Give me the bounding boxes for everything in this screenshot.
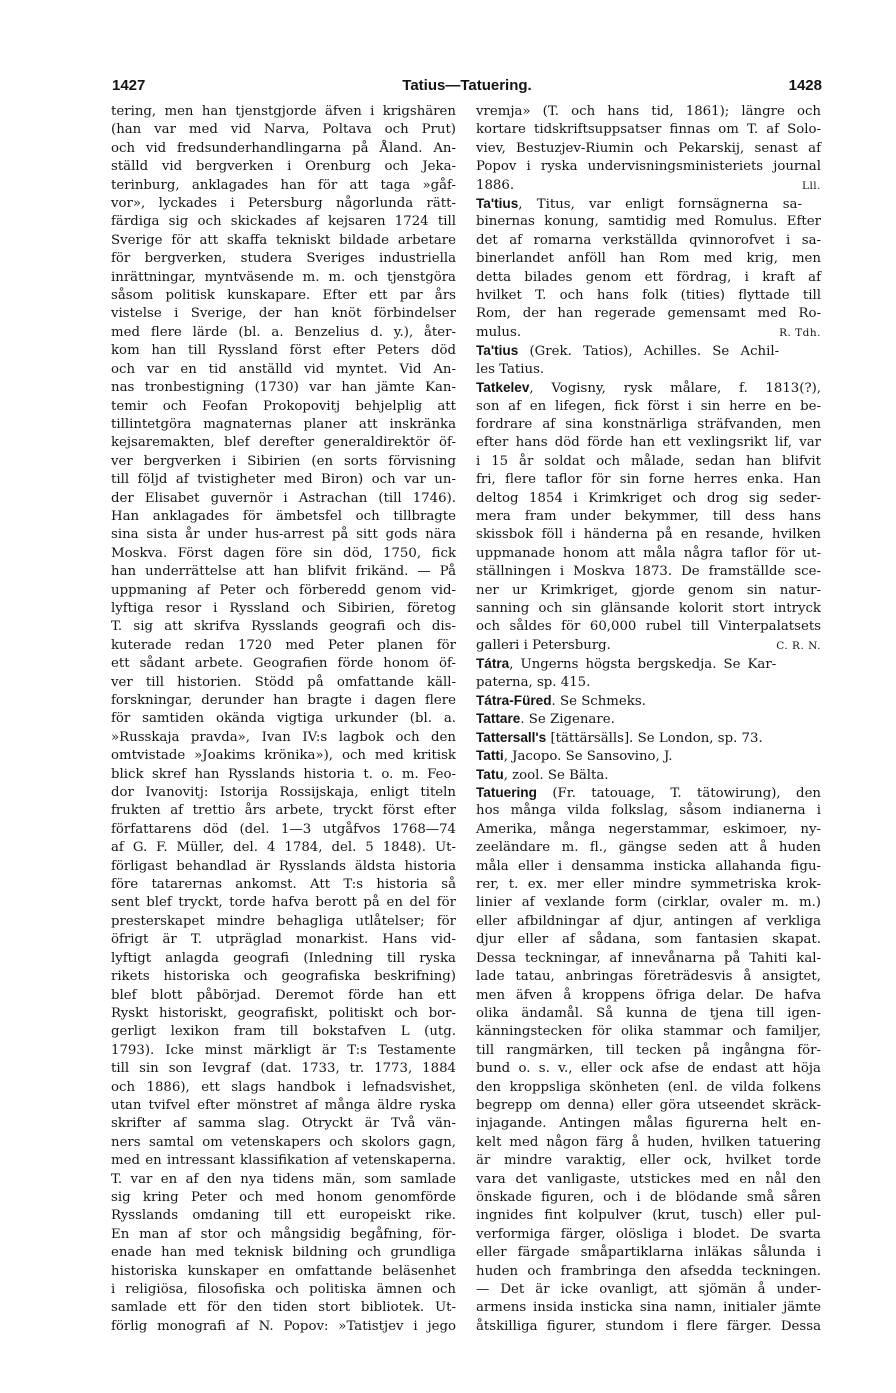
line-text: lyftiga resor i Ryssland och Sibirien, företog — [111, 600, 456, 616]
text-line — [111, 913, 456, 931]
line-text: ingnides fint kolpulver (krut, tusch) eller pul- — [476, 1208, 821, 1224]
line-text: deltog 1854 i Krimkriget och drog sig seder- — [476, 490, 821, 506]
text-line — [111, 453, 456, 471]
line-text: terinburg, anklagades han för att taga »gåf- — [111, 177, 456, 193]
text-line — [476, 471, 821, 489]
text-line — [111, 177, 456, 195]
line-text: T. var en af den nya tidens män, som samlade — [111, 1171, 456, 1187]
text-line — [476, 1171, 821, 1189]
text-line — [476, 324, 821, 342]
entry-headword: Tatu — [476, 766, 504, 782]
text-line — [476, 710, 821, 728]
text-line — [476, 1060, 821, 1078]
text-line — [111, 121, 456, 139]
line-text: tering, men han tjenstgjorde äfven i krigshären — [111, 104, 456, 119]
line-text: blef blott påbörjad. Deremot förde han ett — [111, 987, 456, 1003]
text-line — [476, 1097, 821, 1115]
text-line — [476, 784, 821, 802]
text-line — [111, 545, 456, 563]
line-text: tillintetgöra magnaternas planer att inskränka — [111, 416, 456, 432]
line-text: begrepp om denna) eller göra utseendet skräck- — [476, 1097, 821, 1113]
text-line — [111, 342, 456, 360]
text-line — [111, 1171, 456, 1189]
entry-headword: Tatti — [476, 748, 504, 764]
line-text: paterna, sp. 415. — [476, 674, 591, 690]
right-column — [476, 103, 821, 1336]
line-text: kejsaremakten, blef derefter generaldirektör öf- — [111, 435, 456, 451]
text-line — [476, 802, 821, 820]
text-line — [111, 140, 456, 158]
line-text: ett sådant arbete. Geografien förde honom öf- — [111, 656, 456, 672]
text-line — [111, 1281, 456, 1299]
text-line — [111, 710, 456, 728]
text-line — [476, 1005, 821, 1023]
line-text: lyftigt anlagda geografi (Inledning till ryska — [111, 950, 456, 966]
line-text: och var en tid anställd vid myntet. Vid An- — [111, 361, 456, 377]
line-text: den kroppsliga skönheten (enl. de vilda folkens — [476, 1079, 821, 1095]
text-line — [111, 416, 456, 434]
line-text: utan tvifvel efter mönstret af många äldre ryska — [111, 1097, 456, 1113]
entry-headword: Tattersall's — [476, 729, 547, 745]
text-line — [111, 784, 456, 802]
line-text: kortare tidskriftsuppsatser finnas om T. af Solo- — [476, 122, 821, 138]
text-line — [476, 1079, 821, 1097]
line-text: rikets historiska och geografiska beskrifning) — [111, 969, 456, 985]
text-line — [111, 674, 456, 692]
line-text: Rysslands omdaning till ett europeiskt rike. — [111, 1208, 456, 1224]
line-text: önskade figuren, och i de blödande små såren — [476, 1189, 821, 1205]
line-text: binerlandet anföll han Rom med krig, men — [476, 251, 821, 267]
text-line — [111, 103, 456, 121]
line-text: enade han med teknisk bildning och grundliga — [111, 1245, 456, 1261]
text-line — [476, 600, 821, 618]
line-text: efter hans död förde han ett vexlingsrikt lif, var — [476, 435, 821, 451]
text-line — [476, 821, 821, 839]
text-line — [111, 987, 456, 1005]
line-text: Tátra-Füred. Se Schmeks. — [476, 693, 646, 709]
line-text: sina sista år under hus-arrest på sitt gods nära — [111, 527, 456, 543]
text-line — [111, 287, 456, 305]
line-text: Popov i ryska undervisningsministeriets journal — [476, 159, 821, 175]
text-line — [476, 876, 821, 894]
text-line — [476, 1318, 821, 1336]
line-text: förlig monografi af N. Popov: »Tatistjev i jego — [111, 1318, 456, 1334]
line-text: dor Ivanovitj: Istorija Rossijskaja, enligt titeln — [111, 785, 456, 801]
text-line — [476, 545, 821, 563]
text-line — [476, 987, 821, 1005]
text-line — [476, 361, 821, 379]
line-text: han underrättelse att han blifvit frikänd. — På — [111, 564, 456, 580]
line-text: för bergverken, studera Sveriges industriella — [111, 251, 456, 267]
text-line — [476, 950, 821, 968]
line-text: ställningen i Moskva 1873. De framställde sce- — [476, 564, 821, 580]
text-line — [111, 747, 456, 765]
text-line — [476, 140, 821, 158]
text-line — [111, 250, 456, 268]
line-text: af G. F. Müller, del. 4 1784, del. 5 1848). Ut- — [111, 840, 456, 856]
line-text: men äfven å kroppens öfriga delar. De hafva — [476, 987, 821, 1003]
text-line — [476, 618, 821, 636]
text-line — [476, 894, 821, 912]
text-line — [476, 1115, 821, 1133]
text-line — [476, 526, 821, 544]
text-line — [111, 232, 456, 250]
line-text: före tatarernas ankomst. Att T:s historia så — [111, 877, 456, 893]
line-text: med flere lärde (bl. a. Benzelius d. y.), åter- — [111, 324, 456, 340]
text-line — [476, 1281, 821, 1299]
line-text: sent blef tryckt, torde hafva berott på en del för — [111, 895, 456, 911]
line-text: färdiga sig och skickades af kejsaren 1724 till — [111, 214, 456, 230]
text-line — [111, 1244, 456, 1262]
text-line — [476, 1244, 821, 1262]
line-text: Tattare. Se Zigenare. — [476, 711, 615, 728]
text-line — [476, 434, 821, 452]
line-text: olika ändamål. Så kunna de tjena till igen- — [476, 1005, 821, 1021]
line-text: hos många vilda folkslag, såsom indianerna i — [476, 803, 821, 819]
text-line — [476, 913, 821, 931]
line-text: les Tatius. — [476, 361, 545, 377]
line-text: Tatuering (Fr. tatouage, T. tätowirung), den — [476, 785, 821, 802]
line-text: lade tatau, anbringas företrädesvis å ansigtet, — [476, 969, 821, 985]
entry-headword: Tatkelev — [476, 380, 530, 396]
text-line — [111, 1318, 456, 1336]
text-line — [111, 968, 456, 986]
line-text: blick skref han Rysslands historia t. o. m. Feo- — [111, 766, 456, 782]
line-text: skissbok föll i händerna på en resande, hvilken — [476, 527, 821, 543]
page-number-right: 1428 — [788, 77, 822, 94]
line-text: till rangmärken, till tecken på ingångna för- — [476, 1042, 821, 1058]
text-line — [476, 379, 821, 397]
text-line — [111, 766, 456, 784]
entry-headword: Tatuering — [476, 785, 537, 801]
text-line — [476, 158, 821, 176]
text-line — [476, 1189, 821, 1207]
line-text: såsom politisk kunskapare. Efter ett par års — [111, 288, 456, 304]
text-line — [111, 1079, 456, 1097]
line-text: armens insida insticka sina namn, initialer jämte — [476, 1300, 821, 1316]
text-line — [111, 1207, 456, 1225]
line-text: hvilket T. och hans folk (tities) flyttade till — [476, 288, 821, 304]
text-line — [476, 931, 821, 949]
line-text: författarens död (del. 1—3 utgåfvos 1768—74 — [111, 821, 456, 837]
text-line — [476, 453, 821, 471]
text-line — [476, 1042, 821, 1060]
author-signature: C. R. N. — [776, 639, 821, 652]
line-text: ställd vid bergverken i Orenburg och Jeka- — [111, 159, 456, 175]
text-line — [111, 1042, 456, 1060]
text-line — [111, 434, 456, 452]
line-text: Han anklagades för ämbetsfel och tillbragte — [111, 508, 456, 524]
line-text: ver till historien. Stödd på omfattande käll- — [111, 674, 456, 690]
text-line — [476, 1207, 821, 1225]
line-text: Sverige för att skaffa tekniskt bildade arbetare — [111, 232, 456, 248]
text-line — [476, 1226, 821, 1244]
line-text: omtvistade »Joakims krönika»), och med kritisk — [111, 748, 456, 764]
text-line — [476, 637, 821, 655]
text-line — [476, 582, 821, 600]
line-text: Tatu, zool. Se Bälta. — [476, 766, 609, 783]
line-text: till sin son Ievgraf (dat. 1733, tr. 1773, 1884 — [111, 1061, 456, 1077]
line-text: inrättningar, myntväsende m. m. och tjenstgöra — [111, 269, 456, 285]
line-text: Ryskt historiskt, geografiskt, politiskt och bor- — [111, 1005, 456, 1021]
text-line — [111, 508, 456, 526]
line-text: och vid fredsunderhandlingarna på Åland. An- — [111, 140, 456, 156]
line-text: fordrare af sina konstnärliga sträfvanden, men — [476, 416, 821, 432]
text-line — [111, 655, 456, 673]
page-header — [112, 74, 822, 98]
line-text: det af romarna verkställda qvinnorofvet i sa- — [476, 232, 821, 248]
text-line — [476, 729, 821, 747]
text-line — [111, 1060, 456, 1078]
line-text: mera fram under bekymmer, till dess hans — [476, 508, 821, 524]
line-text: vor», lyckades i Petersburg någorlunda rätt- — [111, 196, 456, 212]
line-text: presterskapet mindre behagliga utlåtelser; för — [111, 913, 456, 929]
line-text: samlade ett för den tiden stort bibliotek. Ut- — [111, 1300, 456, 1316]
line-text: detta bilades genom ett fördrag, i kraft af — [476, 269, 821, 285]
text-line — [476, 968, 821, 986]
text-line — [111, 1226, 456, 1244]
page-number-left: 1427 — [112, 77, 146, 94]
line-text: vistelse i Sverige, der han knöt förbindelser — [111, 306, 456, 322]
text-line — [476, 103, 821, 121]
line-text: linier af vexlande form (cirklar, ovaler m. m.) — [476, 895, 821, 911]
text-line — [111, 1299, 456, 1317]
text-line — [476, 269, 821, 287]
line-text: verformiga färger, olösliga i blodet. De svarta — [476, 1226, 821, 1242]
text-line — [476, 563, 821, 581]
text-line — [476, 839, 821, 857]
text-line — [476, 342, 821, 360]
text-line — [476, 287, 821, 305]
text-line — [111, 398, 456, 416]
text-line — [111, 600, 456, 618]
line-text: eller afbildningar af djur, antingen af verkliga — [476, 913, 821, 929]
text-line — [111, 324, 456, 342]
text-line — [476, 1152, 821, 1170]
line-text: son af en lifegen, fick först i sin herre en be- — [476, 398, 821, 414]
text-line — [111, 158, 456, 176]
text-line — [476, 674, 821, 692]
text-line — [111, 471, 456, 489]
entry-headword: Tátra-Füred — [476, 693, 552, 708]
text-line — [476, 232, 821, 250]
text-line — [111, 839, 456, 857]
line-text: sig kring Peter och med honom genomförde — [111, 1189, 456, 1205]
text-line — [111, 1023, 456, 1041]
text-line — [111, 692, 456, 710]
text-line — [111, 526, 456, 544]
line-text: i religiösa, filosofiska och politiska ämnen och — [111, 1282, 456, 1297]
line-text: frukten af trettio års arbete, tryckt först efter — [111, 803, 456, 819]
line-text: och 1886), ett slags handbok i lefnadsvishet, — [111, 1079, 456, 1095]
line-text: temir och Feofan Prokopovitj behjelplig att — [111, 398, 456, 414]
text-line — [111, 213, 456, 231]
text-line — [111, 582, 456, 600]
text-line — [476, 766, 821, 784]
text-line — [111, 1097, 456, 1115]
line-text: eller färgade småpartiklarna inläkas sålunda i — [476, 1245, 821, 1261]
line-text: gerligt lexikon fram till bokstafven L (utg. — [111, 1024, 456, 1040]
text-line — [476, 1299, 821, 1317]
line-text: galleri i Petersburg. — [476, 637, 611, 653]
text-line — [111, 269, 456, 287]
line-text: kuterade redan 1720 med Peter planen för — [111, 637, 456, 653]
line-text: 1886. — [476, 177, 515, 193]
line-text: Moskva. Först dagen före sin död, 1750, fick — [111, 545, 456, 561]
text-line — [111, 950, 456, 968]
line-text: injagande. Antingen målas figurerna helt en- — [476, 1116, 821, 1132]
line-text: åtskilliga figurer, stundom i flere färger. Dessa — [476, 1318, 821, 1334]
text-line — [111, 1152, 456, 1170]
text-line — [111, 821, 456, 839]
text-line — [476, 508, 821, 526]
line-text: »Russkaja pravda», Ivan IV:s lagbok och den — [111, 729, 456, 745]
text-line — [476, 692, 821, 710]
text-line — [111, 618, 456, 636]
line-text: skrifter af samma slag. Otryckt är Två vän- — [111, 1116, 456, 1132]
text-line — [111, 637, 456, 655]
text-line — [111, 305, 456, 323]
line-text: der Elisabet guvernör i Astrachan (till 1746). — [111, 490, 456, 506]
running-title: Tatius—Tatuering. — [402, 77, 532, 94]
line-text: fri, flere taflor för sin forne herres enka. Han — [476, 472, 821, 488]
line-text: zeeländare m. fl., gängse seden att å huden — [476, 840, 821, 856]
text-line — [111, 1263, 456, 1281]
entry-headword: Ta'tius — [476, 196, 519, 212]
line-text: är mindre varaktig, eller ock, hvilket torde — [476, 1153, 821, 1169]
line-text: och såldes för 60,000 rubel till Vinterpalatsets — [476, 619, 821, 635]
text-line — [476, 177, 821, 195]
text-line — [476, 747, 821, 765]
text-line — [476, 213, 821, 231]
line-text: rer, t. ex. mer eller mindre symmetriska krok- — [476, 877, 821, 893]
line-text: nas tronbestigning (1730) var han jämte Kan- — [111, 380, 456, 396]
line-text: uppmanade honom att måla några taflor för ut- — [476, 545, 821, 561]
entry-headword: Tátra — [476, 656, 510, 672]
line-text: forskningar, derunder han bragte i dagen flere — [111, 693, 456, 708]
line-text: kom han till Ryssland först efter Peters död — [111, 343, 456, 359]
line-text: till följd af tvistigheter med Biron) och var un- — [111, 472, 456, 488]
line-text: Tátra, Ungerns högsta bergskedja. Se Kar- — [476, 656, 777, 673]
line-text: Tattersall's [tättärsälls]. Se London, sp. 73. — [476, 729, 763, 746]
text-line — [476, 1134, 821, 1152]
text-line — [476, 250, 821, 268]
text-line — [476, 858, 821, 876]
text-line — [111, 1189, 456, 1207]
text-line — [476, 398, 821, 416]
line-text: uppmaning af Peter och förberedd genom vid- — [111, 582, 456, 598]
line-text: ver bergverken i Sibirien (en sorts förvisning — [111, 453, 456, 469]
text-line — [111, 490, 456, 508]
line-text: i 15 år soldat och målade, sedan han blifvit — [476, 453, 821, 469]
text-line — [111, 563, 456, 581]
text-line — [111, 1134, 456, 1152]
line-text: historiska kunskaper en omfattande beläsenhet — [111, 1263, 456, 1279]
text-line — [476, 121, 821, 139]
line-text: känningstecken för olika stammar och familjer, — [476, 1024, 821, 1040]
text-line — [476, 1263, 821, 1281]
line-text: Tatkelev, Vogisny, rysk målare, f. 1813(?), — [476, 380, 821, 397]
line-text: Ta'tius, Titus, var enligt fornsägnerna sa- — [476, 196, 802, 213]
text-line — [111, 876, 456, 894]
line-text: bund o. s. v., eller ock afse de endast att höja — [476, 1061, 821, 1077]
text-line — [111, 379, 456, 397]
text-line — [476, 490, 821, 508]
text-line — [111, 729, 456, 747]
line-text: mulus. — [476, 324, 522, 340]
text-line — [111, 1115, 456, 1133]
line-text: Ta'tius (Grek. Tatios), Achilles. Se Achil- — [476, 343, 780, 360]
author-signature: R. Tdh. — [779, 326, 821, 339]
line-text: — Det är icke ovanligt, att sjömän å under- — [476, 1282, 821, 1297]
line-text: huden och frambringa den afsedda teckningen. — [476, 1263, 821, 1279]
line-text: Tatti, Jacopo. Se Sansovino, J. — [476, 748, 673, 765]
line-text: ner ur Krimkriget, gjorde genom sin natur- — [476, 582, 821, 598]
text-line — [476, 305, 821, 323]
line-text: (han var med vid Narva, Poltava och Prut) — [111, 122, 456, 138]
line-text: förligast behandlad är Rysslands äldsta historia — [111, 858, 456, 874]
entry-headword: Tattare — [476, 711, 521, 727]
line-text: binernas konung, samtidig med Romulus. Efter — [476, 214, 821, 230]
line-text: med en intressant klassifikation af vetenskaperna. — [111, 1153, 456, 1169]
text-line — [111, 931, 456, 949]
line-text: viev, Bestuzjev-Riumin och Pekarskij, senast af — [476, 140, 821, 156]
author-signature: Lll. — [801, 179, 821, 192]
line-text: djur eller af sådana, som fantasien skapat. — [476, 932, 821, 948]
line-text: vremja» (T. och hans tid, 1861); längre och — [476, 104, 821, 119]
text-line — [111, 361, 456, 379]
line-text: öfrigt är T. utpräglad monarkist. Hans vid- — [111, 932, 456, 948]
text-line — [476, 655, 821, 673]
text-line — [476, 1023, 821, 1041]
text-line — [111, 858, 456, 876]
line-text: måla eller i densamma insticka allahanda figu- — [476, 858, 821, 874]
line-text: för samtiden okända vigtiga urkunder (bl. a. — [111, 711, 456, 727]
line-text: T. sig att skrifva Rysslands geografi och dis- — [111, 619, 456, 635]
text-line — [111, 195, 456, 213]
line-text: sanning och sin glänsande kolorit stort intryck — [476, 600, 821, 616]
text-line — [476, 416, 821, 434]
line-text: En man af stor och mångsidig begåfning, för- — [111, 1226, 456, 1242]
line-text: Amerika, många negerstammar, eskimoer, ny- — [476, 821, 821, 837]
text-line — [476, 195, 821, 213]
line-text: Dessa teckningar, af innevånarna på Tahiti kal- — [476, 950, 821, 966]
text-line — [111, 802, 456, 820]
line-text: 1793). Icke minst märkligt är T:s Testamente — [111, 1042, 456, 1058]
line-text: vara det vanligaste, utstickes med en nål den — [476, 1171, 821, 1187]
entry-headword: Ta'tius — [476, 343, 519, 359]
line-text: kelt med någon färg å huden, hvilken tatuering — [476, 1134, 821, 1150]
line-text: ners samtal om vetenskapers och skolors gagn, — [111, 1134, 456, 1150]
text-line — [111, 894, 456, 912]
left-column — [111, 103, 456, 1336]
line-text: Rom, der han regerade gemensamt med Ro- — [476, 306, 821, 322]
text-line — [111, 1005, 456, 1023]
